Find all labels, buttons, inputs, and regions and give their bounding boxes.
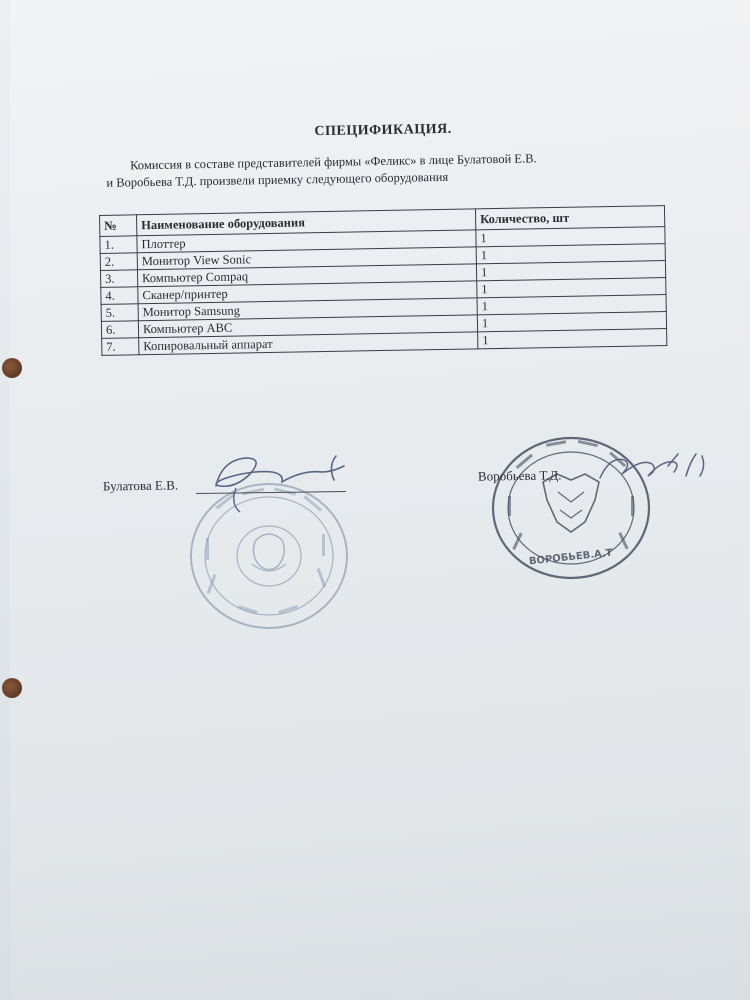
intro-line-2: и Воробьева Т.Д. произвели приемку следующего оборудования xyxy=(106,169,449,190)
row-name: Компьютер ABC xyxy=(138,315,477,338)
row-quantity: 1 xyxy=(477,278,666,298)
row-number: 6. xyxy=(101,321,138,339)
punch-hole-lower xyxy=(2,678,22,698)
header-quantity: Количество, шт xyxy=(475,206,664,230)
row-number: 1. xyxy=(100,236,137,254)
row-name: Сканер/принтер xyxy=(138,281,477,304)
row-name: Копировальный аппарат xyxy=(139,332,478,355)
row-name: Монитор View Sonic xyxy=(137,247,476,270)
signatory-left: Булатова Е.В. xyxy=(102,477,179,494)
row-quantity: 1 xyxy=(478,329,667,349)
document-title: СПЕЦИФИКАЦИЯ. xyxy=(314,121,452,140)
row-number: 5. xyxy=(101,304,138,322)
row-quantity: 1 xyxy=(477,295,666,315)
row-quantity: 1 xyxy=(477,312,666,332)
equipment-table xyxy=(99,205,667,356)
header-number: № xyxy=(100,215,137,237)
row-quantity: 1 xyxy=(476,244,665,264)
row-number: 7. xyxy=(102,338,139,356)
row-quantity: 1 xyxy=(476,261,665,281)
row-number: 2. xyxy=(100,253,137,271)
left-signature xyxy=(196,446,356,516)
row-name: Плоттер xyxy=(137,230,476,253)
right-stamp-name: ВОРОБЬЕВ.А.Т xyxy=(528,547,613,568)
row-quantity: 1 xyxy=(476,227,665,247)
signatory-right: Воробьева Т.Д. xyxy=(477,467,562,484)
right-signature xyxy=(590,446,720,496)
punch-hole-upper xyxy=(2,358,22,378)
header-name: Наименование оборудования xyxy=(137,209,476,236)
intro-line-1: Комиссия в составе представителей фирмы «Феликс» в лице Булатовой Е.В. xyxy=(130,151,537,173)
row-name: Компьютер Compaq xyxy=(137,264,476,287)
row-number: 3. xyxy=(100,270,137,288)
row-number: 4. xyxy=(101,287,138,305)
row-name: Монитор Samsung xyxy=(138,298,477,321)
